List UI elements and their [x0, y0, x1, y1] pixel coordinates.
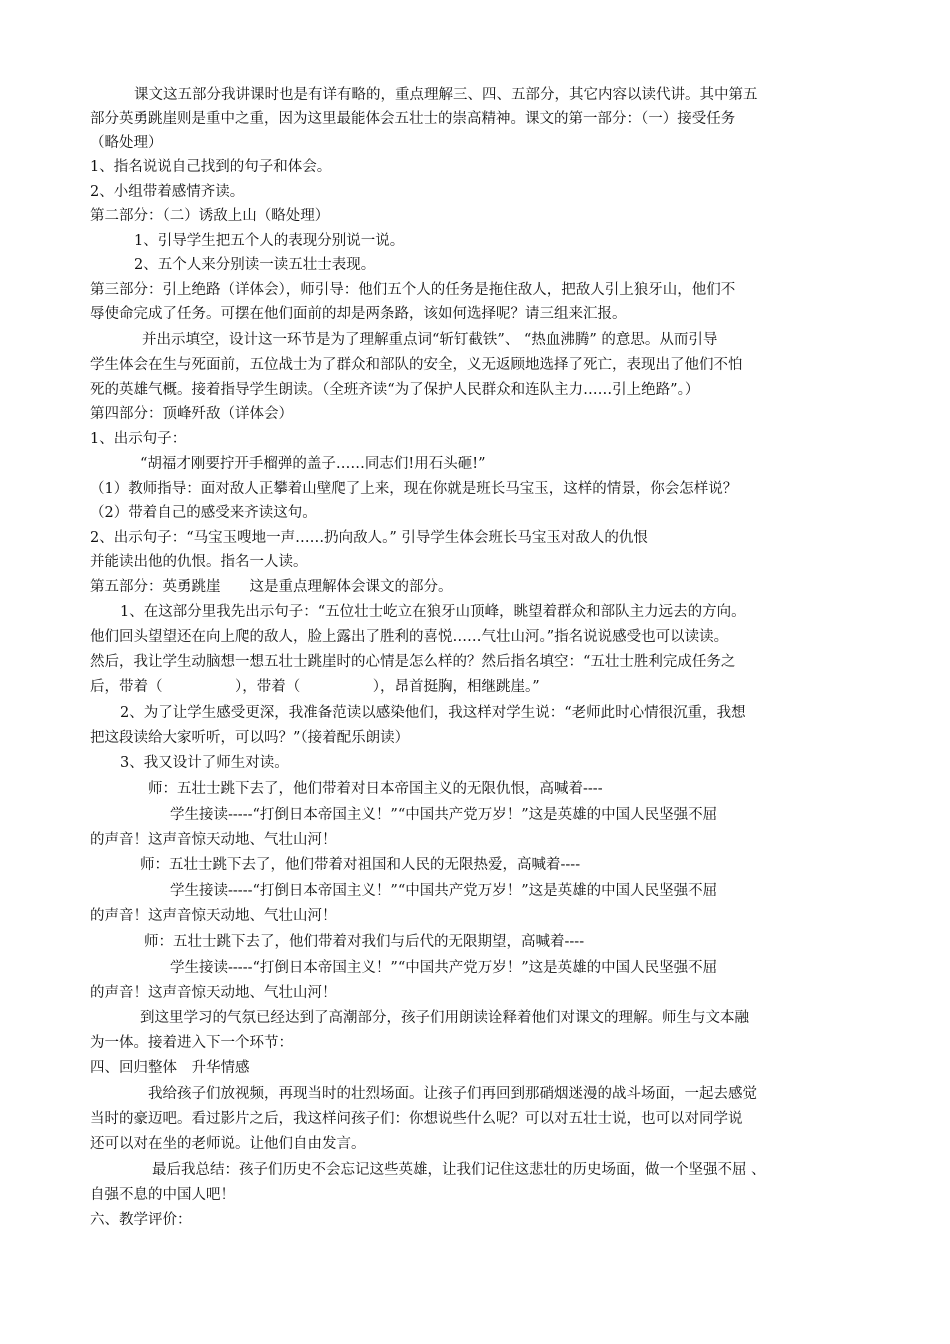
text-line: （1）教师指导：面对敌人正攀着山壁爬了上来，现在你就是班长马宝玉，这样的情景，你会怎样说？ [90, 481, 738, 497]
text-line: 到这里学习的气氛已经达到了高潮部分，孩子们用朗读诠释着他们对课文的理解。师生与文本融 [140, 1010, 749, 1026]
text-line: （略处理） [90, 135, 163, 151]
text-line: 自强不息的中国人吧！ [90, 1187, 235, 1203]
text-line: 六、教学评价： [90, 1212, 192, 1228]
text-line: 课文这五部分我讲课时也是有详有略的，重点理解三、四、五部分，其它内容以读代讲。其中第五 [134, 87, 758, 103]
text-line: 当时的豪迈吧。看过影片之后，我这样问孩子们：你想说些什么呢？可以对五壮士说，也可以对同学说 [90, 1111, 743, 1127]
text-line: 学生体会在生与死面前，五位战士为了群众和部队的安全，义无返顾地选择了死亡，表现出了他们不怕 [90, 357, 743, 373]
text-line: 2、为了让学生感受更深，我准备范读以感染他们，我这样对学生说：“老师此时心情很沉重，我想 [120, 705, 746, 721]
text-line: 并出示填空，设计这一环节是为了理解重点词“斩钉截铁”、 “热血沸腾” 的意思。从而引导 [142, 332, 718, 348]
text-line: 师：五壮士跳下去了，他们带着对我们与后代的无限期望，高喊着---- [144, 934, 585, 950]
text-line: 学生接读-----“打倒日本帝国主义！”“中国共产党万岁！”这是英雄的中国人民坚强不屈 [170, 960, 718, 976]
text-line: 第二部分：（二）诱敌上山（略处理） [90, 208, 330, 224]
text-line: 死的英雄气概。接着指导学生朗读。（全班齐读“为了保护人民群众和连队主力……引上绝路”。） [90, 382, 700, 398]
text-line: 第五部分：英勇跳崖 这是重点理解体会课文的部分。 [90, 579, 453, 595]
text-line: 把这段读给大家听听，可以吗？”（接着配乐朗读） [90, 730, 410, 746]
text-line: 他们回头望望还在向上爬的敌人，脸上露出了胜利的喜悦……气壮山河。”指名说说感受也可以读读。 [90, 629, 729, 645]
text-line: 1、出示句子： [90, 431, 187, 447]
text-line: 的声音！这声音惊天动地、气壮山河！ [90, 908, 337, 924]
text-line: 1、指名说说自己找到的句子和体会。 [90, 159, 332, 175]
text-line: “胡福才刚要拧开手榴弹的盖子……同志们!用石头砸!” [140, 456, 486, 472]
text-line: 的声音！这声音惊天动地、气壮山河！ [90, 832, 337, 848]
text-line: 2、出示句子：“马宝玉嗖地一声……扔向敌人。” 引导学生体会班长马宝玉对敌人的仇恨 [90, 530, 648, 546]
text-line: 学生接读-----“打倒日本帝国主义！”“中国共产党万岁！”这是英雄的中国人民坚强不屈 [170, 883, 718, 899]
text-line: 3、我又设计了师生对读。 [120, 755, 289, 771]
text-line: 并能读出他的仇恨。指名一人读。 [90, 554, 308, 570]
text-line: 我给孩子们放视频，再现当时的壮烈场面。让孩子们再回到那硝烟迷漫的战斗场面，一起去感觉 [148, 1086, 757, 1102]
text-line: 第四部分：顶峰歼敌（详体会） [90, 406, 293, 422]
text-line: 第三部分：引上绝路（详体会），师引导：他们五个人的任务是拖住敌人，把敌人引上狼牙山，他们不 [90, 282, 736, 298]
text-line: 2、五个人来分别读一读五壮士表现。 [134, 257, 376, 273]
text-line: 师：五壮士跳下去了，他们带着对日本帝国主义的无限仇恨，高喊着---- [148, 781, 603, 797]
text-line: （2）带着自己的感受来齐读这句。 [90, 505, 317, 521]
text-line: 四、回归整体 升华情感 [90, 1060, 250, 1076]
text-line: 然后，我让学生动脑想一想五壮士跳崖时的心情是怎么样的？然后指名填空：“五壮士胜利完成任务之 [90, 654, 736, 670]
text-line: 最后我总结：孩子们历史不会忘记这些英雄，让我们记住这悲壮的历史场面，做一个坚强不屈 、 [152, 1162, 766, 1178]
text-line: 为一体。接着进入下一个环节： [90, 1035, 293, 1051]
text-line: 1、在这部分里我先出示句子：“五位壮士屹立在狼牙山顶峰，眺望着群众和部队主力远去的方向。 [120, 604, 746, 620]
text-line: 辱使命完成了任务。可摆在他们面前的却是两条路，该如何选择呢？请三组来汇报。 [90, 306, 627, 322]
text-line: 2、小组带着感情齐读。 [90, 184, 245, 200]
text-line: 还可以对在坐的老师说。让他们自由发言。 [90, 1136, 366, 1152]
text-line: 学生接读-----“打倒日本帝国主义！”“中国共产党万岁！”这是英雄的中国人民坚强不屈 [170, 807, 718, 823]
text-line: 师：五壮士跳下去了，他们带着对祖国和人民的无限热爱，高喊着---- [140, 857, 581, 873]
text-line: 的声音！这声音惊天动地、气壮山河！ [90, 985, 337, 1001]
text-line: 1、引导学生把五个人的表现分别说一说。 [134, 233, 405, 249]
text-line: 后，带着（ ），带着（ ），昂首挺胸，相继跳崖。” [90, 679, 540, 695]
text-line: 部分英勇跳崖则是重中之重，因为这里最能体会五壮士的崇高精神。课文的第一部分：（一）接受任务 [90, 111, 736, 127]
